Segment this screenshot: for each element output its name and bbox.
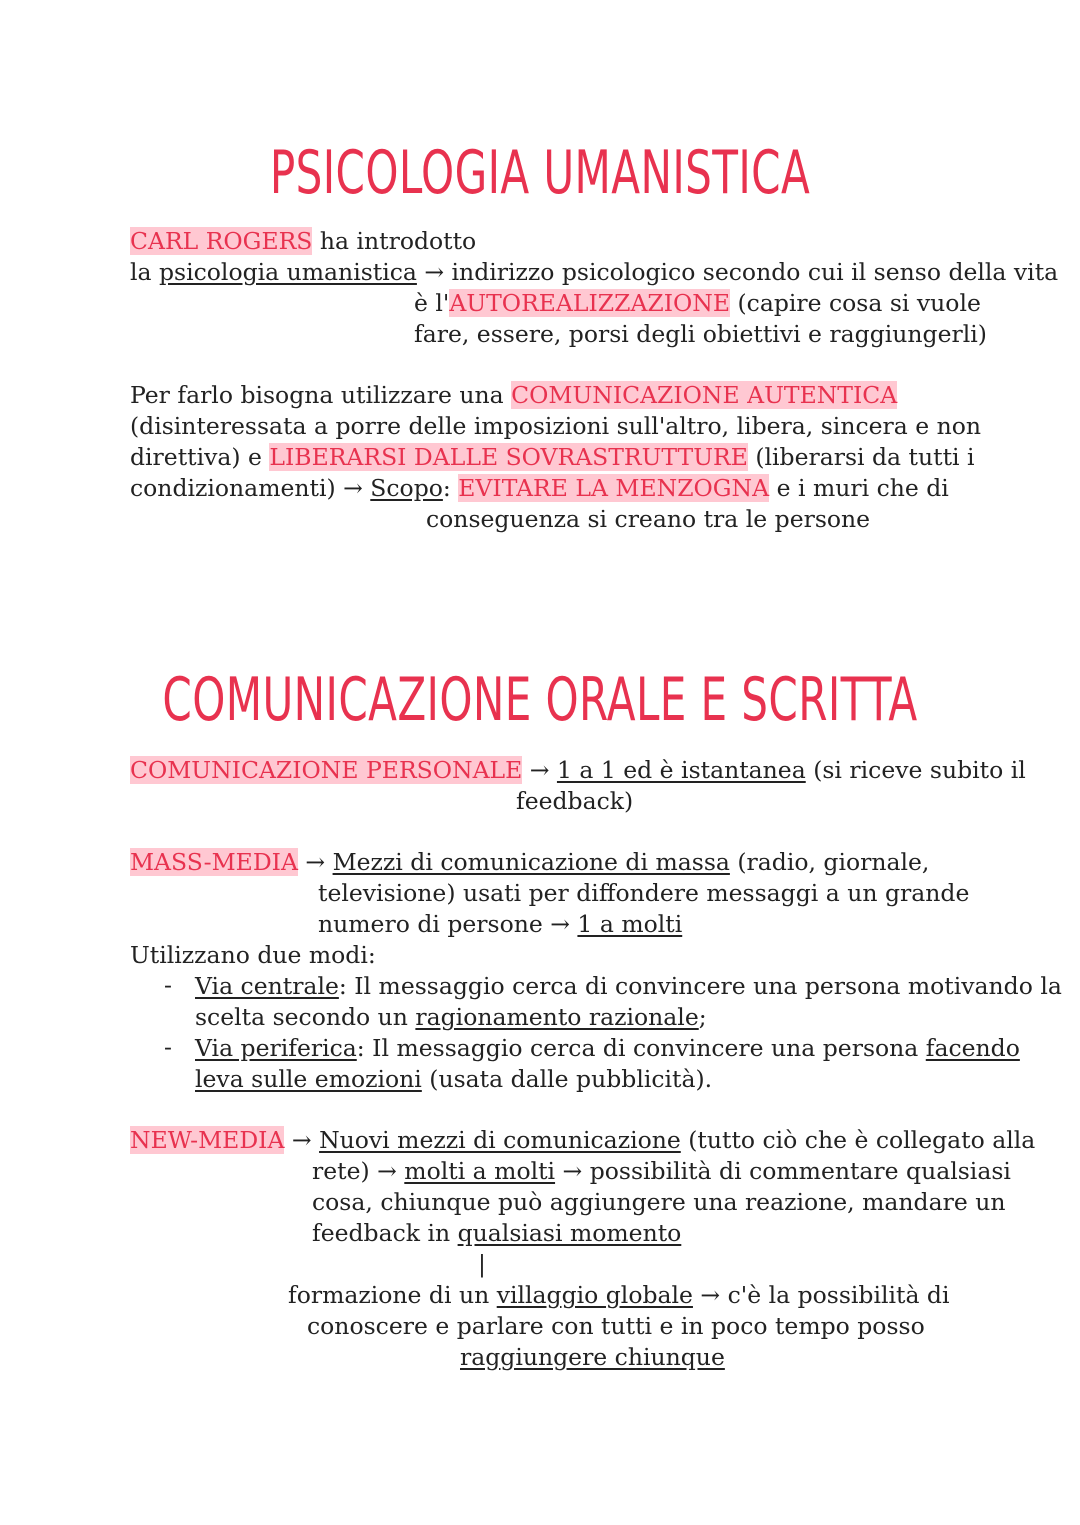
paragraph-line: [130, 226, 476, 257]
highlight-term: COMUNICAZIONE AUTENTICA: [511, 381, 898, 409]
text: ;: [698, 1003, 707, 1031]
paragraph-line: (disinteressata a porre delle imposizioni sull'altro, libera, sincera e non: [130, 412, 982, 440]
paragraph-line: [130, 755, 1026, 786]
underlined-term: Nuovi mezzi di comunicazione: [319, 1126, 681, 1154]
text: ha introdotto: [312, 227, 477, 255]
text: formazione di un: [288, 1281, 497, 1309]
paragraph-line: [312, 1156, 1011, 1187]
underlined-term: Mezzi di comunicazione di massa: [332, 848, 730, 876]
underlined-term: 1 a 1 ed è istantanea: [556, 756, 806, 784]
underlined-term: qualsiasi momento: [457, 1219, 682, 1247]
text: (radio, giornale,: [729, 848, 930, 876]
underlined-term: facendo: [925, 1034, 1020, 1062]
highlight-term: EVITARE LA MENZOGNA: [458, 474, 770, 502]
underlined-term: 1 a molti: [577, 910, 683, 938]
paragraph-line: [312, 1218, 681, 1249]
paragraph-line: [130, 257, 1058, 288]
underlined-term: molti a molti: [404, 1157, 556, 1185]
underlined-term: villaggio globale: [496, 1281, 693, 1309]
highlight-term: MASS-MEDIA: [130, 848, 298, 876]
text: feedback in: [312, 1219, 458, 1247]
paragraph-line: conoscere e parlare con tutti e in poco tempo posso: [307, 1312, 925, 1340]
paragraph-line: [318, 909, 682, 940]
text: →: [297, 848, 333, 876]
highlight-term: NEW-MEDIA: [130, 1126, 285, 1154]
text: → possibilità di commentare qualsiasi: [555, 1157, 1011, 1185]
highlight-term: AUTOREALIZZAZIONE: [449, 289, 731, 317]
list-item: [195, 971, 1062, 1002]
section-title: COMUNICAZIONE ORALE E SCRITTA: [162, 665, 918, 735]
connector-bar: |: [478, 1250, 486, 1278]
text: → c'è la possibilità di: [692, 1281, 950, 1309]
bullet-dash: -: [164, 971, 172, 999]
text: (liberarsi da tutti i: [747, 443, 975, 471]
text: rete) →: [312, 1157, 405, 1185]
underlined-term: ragionamento razionale: [415, 1003, 699, 1031]
text: (usata dalle pubblicità).: [421, 1065, 713, 1093]
paragraph-line: [130, 473, 949, 504]
text: (si riceve subito il: [805, 756, 1026, 784]
text: Per farlo bisogna utilizzare una: [130, 381, 512, 409]
page-title: PSICOLOGIA UMANISTICA: [269, 138, 811, 208]
underlined-term: Scopo: [370, 474, 443, 502]
paragraph-line: [130, 1125, 1035, 1156]
highlight-term: LIBERARSI DALLE SOVRASTRUTTURE: [269, 443, 748, 471]
text: numero di persone →: [318, 910, 578, 938]
underlined-term: raggiungere chiunque: [460, 1343, 725, 1371]
paragraph-line: [130, 442, 975, 473]
paragraph-line: cosa, chiunque può aggiungere una reazione, mandare un: [312, 1188, 1006, 1216]
paragraph-line: [130, 380, 897, 411]
paragraph-line: Utilizzano due modi:: [130, 941, 376, 969]
underlined-term: leva sulle emozioni: [195, 1065, 422, 1093]
text: (capire cosa si vuole: [730, 289, 981, 317]
paragraph-line: feedback): [516, 787, 634, 815]
highlight-term: CARL ROGERS: [130, 227, 313, 255]
paragraph-line: televisione) usati per diffondere messaggi a un grande: [318, 879, 970, 907]
underlined-term: Via centrale: [195, 972, 339, 1000]
text: è l': [414, 289, 450, 317]
paragraph-line: [414, 288, 981, 319]
paragraph-line: [130, 847, 929, 878]
text: scelta secondo un: [195, 1003, 416, 1031]
text: : Il messaggio cerca di convincere una persona motivando la: [338, 972, 1062, 1000]
text: direttiva) e: [130, 443, 270, 471]
text: : Il messaggio cerca di convincere una persona: [356, 1034, 926, 1062]
text: →: [522, 756, 557, 784]
paragraph-line: [288, 1280, 949, 1311]
paragraph-line: conseguenza si creano tra le persone: [426, 505, 871, 533]
list-item-continuation: [195, 1064, 712, 1095]
text: (tutto ciò che è collegato alla: [680, 1126, 1036, 1154]
paragraph-line: [460, 1342, 725, 1373]
text: :: [442, 474, 459, 502]
text: →: [284, 1126, 320, 1154]
paragraph-line: fare, essere, porsi degli obiettivi e raggiungerli): [414, 320, 987, 348]
text: → indirizzo psicologico secondo cui il senso della vita: [416, 258, 1059, 286]
highlight-term: COMUNICAZIONE PERSONALE: [130, 756, 523, 784]
text: condizionamenti) →: [130, 474, 371, 502]
text: e i muri che di: [769, 474, 949, 502]
list-item: [195, 1033, 1020, 1064]
underlined-term: psicologia umanistica: [159, 258, 417, 286]
bullet-dash: -: [164, 1033, 172, 1061]
underlined-term: Via periferica: [195, 1034, 357, 1062]
text: la: [130, 258, 159, 286]
list-item-continuation: [195, 1002, 707, 1033]
